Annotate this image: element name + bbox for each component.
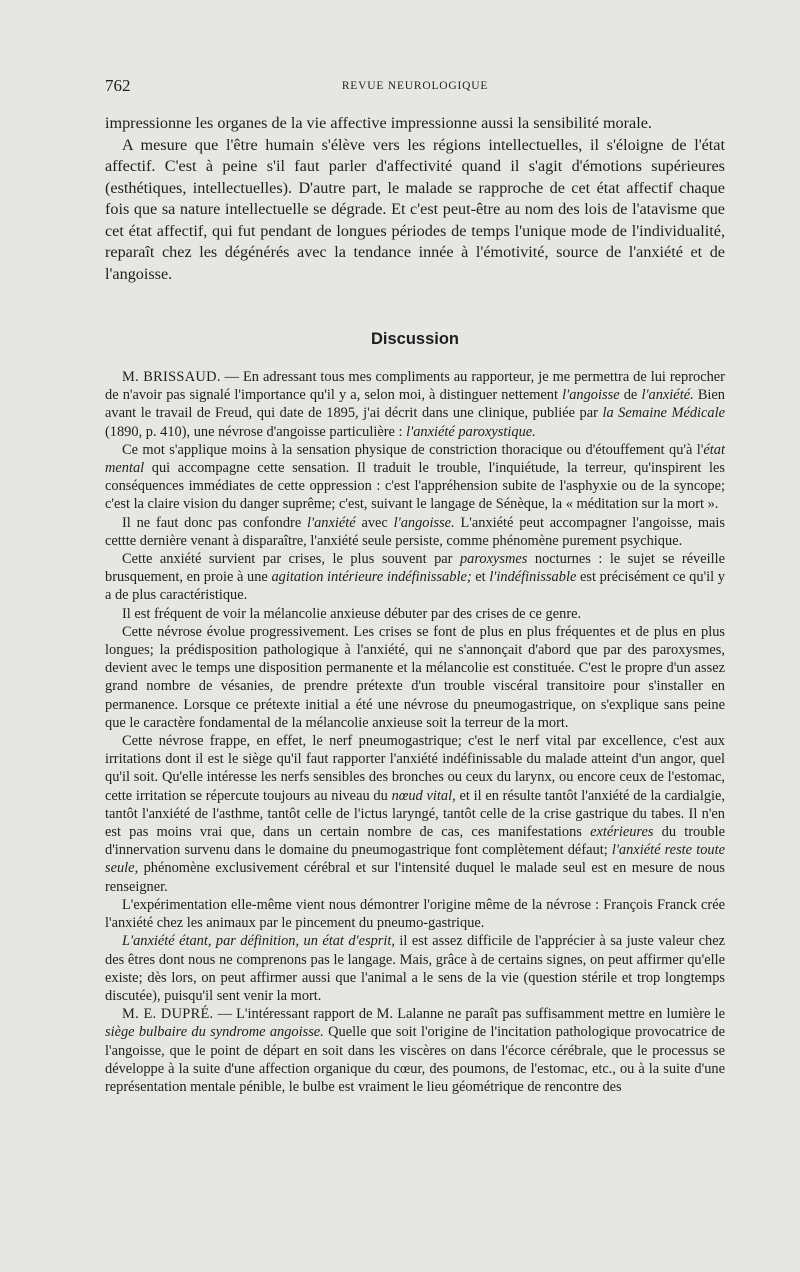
paragraph-brissaud <box>105 368 725 441</box>
text-run: il est assez difficile de l'apprécier à sa juste valeur chez des êtres dont nous ne comprenons pas le langage. Mais, grâce à de certains signes, on peut affirmer qu'elle existe; dès lors, on peut affirmer aussi que l'animal a le sens de la vie (question stérile et trop longtemps discutée), puisqu'il sent venir la mort. <box>105 933 725 1004</box>
italic-run: l'anxiété <box>307 514 356 531</box>
italic-run: paroxysmes <box>459 551 528 568</box>
italic-run: l'anxiété. <box>641 387 694 404</box>
italic-run: l'anxiété reste toute seule, <box>105 842 725 877</box>
italic-run: état mental <box>105 441 725 477</box>
italic-run: siège bulbaire du syndrome angoisse. <box>105 1024 324 1041</box>
paragraph-dupre <box>105 1005 725 1096</box>
speaker-name: M. BRISSAUD. <box>122 369 221 385</box>
text-run: Cette névrose frappe, en effet, le nerf pneumogastrique; c'est le nerf vital par excellence, c'est aux irritations dont il est le siège qu'il faut rapporter l'anxiété indéfinissable du malade atteint d'un angor, quel qu'il soit. Qu'elle intéresse les nerfs sensibles des bronches ou ceux du larynx, ou encore ceux de l'estomac, cette irritation se répercute toujours au niveau du <box>105 733 725 804</box>
text-run: nocturnes : le sujet se réveille brusquement, en proie à une <box>105 551 725 586</box>
paragraph <box>105 441 725 514</box>
text-run: avec <box>355 514 394 531</box>
page-number: 762 <box>105 76 131 95</box>
discussion-text <box>105 368 725 1096</box>
text-run: — En adressant tous mes compliments au rapporteur, je me permettra de lui reprocher de n'avoir pas signalé l'importance qu'il y a, selon moi, à distinguer nettement <box>105 369 725 404</box>
text-run: est précisément ce qu'il y a de plus caractéristique. <box>105 569 725 604</box>
text-run: Bien avant le travail de Freud, qui date de 1895, j'ai décrit dans une clinique, publiée par <box>105 387 725 422</box>
text-run: — L'intéressant rapport de M. Lalanne ne paraît pas suffisamment mettre en lumière le <box>213 1006 725 1023</box>
paragraph <box>105 732 725 896</box>
italic-run: l'anxiété paroxystique. <box>406 423 536 440</box>
running-title: REVUE NEUROLOGIQUE <box>341 80 489 92</box>
text-run: de <box>619 387 642 404</box>
text-run: qui accompagne cette sensation. Il traduit le trouble, l'inquiétude, la terreur, qu'inspirent les conséquences immédiates de cette oppression : c'est l'appréhension subite de l'asphyxie ou de la syncope; c'est la claire vision du danger suprême; c'est, suivant le langage de Sénèque, la « méditation sur la mort ». <box>105 460 725 513</box>
text-run: Quelle que soit l'origine de l'incitation pathologique provocatrice de l'angoisse, que le point de départ en soit dans les viscères on dans l'écorce cérébrale, que le processus se développe à la suite d'une affection organique du cœur, des poumons, de l'estomac, etc., ou à la suite d'une représentation mentale pénible, le bulbe est vraiment le lieu géométrique de rencontre des <box>105 1024 725 1095</box>
paragraph: Il est fréquent de voir la mélancolie anxieuse débuter par des crises de ce genre. <box>122 605 582 622</box>
paragraph: Cette névrose évolue progressivement. Les crises se font de plus en plus fréquentes et de plus en plus longues; la prédisposition pathologique à l'anxiété, qui ne s'annonçait d'abord que par des paroxysmes, devient avec le temps une disposition permanente et la mélancolie est constituée. C'est le propre d'un assez grand nombre de vésanies, de prendre prétexte d'un trouble viscéral transitoire pour s'installer en permanence. Lorsque ce prétexte initial a été une névrose du pneumogastrique, on s'explique sans peine que le caractère fondamental de la mélancolie anxieuse soit la terreur de la mort. <box>105 623 725 731</box>
text-run: Cette anxiété survient par crises, le plus souvent par <box>122 551 460 568</box>
paragraph <box>105 514 725 550</box>
text-run: L'anxiété peut accompagner l'angoisse, mais cettte dernière venant à disparaître, l'anxiété seule persiste, comme phénomène purement psychique. <box>105 514 726 549</box>
italic-run: nœud vital, <box>391 787 456 804</box>
intro-text <box>105 113 725 285</box>
italic-run: L'anxiété étant, par définition, un état d'esprit, <box>122 933 395 950</box>
italic-run: l'angoisse. <box>393 514 455 531</box>
paragraph: A mesure que l'être humain s'élève vers les régions intellectuelles, il s'éloigne de l'état affectif. C'est à peine s'il faut parler d'affectivité quand il s'agit d'émotions supérieures (esthétiques, intellectuelles). D'autre part, le malade se rapproche de cet état affectif chaque fois que sa nature intellectuelle se dégrade. Et c'est peut-être au nom des lois de l'atavisme que cet état affectif, qui fut pendant de longues périodes de temps l'unique mode de l'individualité, reparaît chez les dégénérés avec la tendance innée à l'émotivité, source de l'anxiété et de l'angoisse. <box>105 135 725 283</box>
text-run: (1890, p. 410), une névrose d'angoisse particulière : <box>105 423 407 440</box>
speaker-name: M. E. DUPRÉ. <box>122 1006 214 1023</box>
italic-run: l'angoisse <box>562 387 620 404</box>
text-run: du trouble d'innervation survenu dans le domaine du pneumogastrique font complètement défaut; <box>105 824 725 859</box>
paragraph <box>105 932 725 1005</box>
italic-run: la Semaine Médicale <box>602 405 725 422</box>
paragraph: impressionne les organes de la vie affective impressionne aussi la sensibilité morale. <box>105 114 652 132</box>
section-heading: Discussion <box>370 330 460 348</box>
text-run: Ce mot s'applique moins à la sensation physique de constriction thoracique ou d'étouffement qu'à l' <box>122 441 704 458</box>
page-header <box>105 76 725 98</box>
italic-run: extérieures <box>590 824 654 841</box>
text-run: et <box>471 569 490 586</box>
text-run: et il en résulte tantôt l'anxiété de la cardialgie, tantôt l'anxiété de l'asthme, tantôt celle de l'ictus laryngé, tantôt celle de la crise gastrique du tabes. Il n'en est pas moins vrai que, dans un certain nombre de cas, ces manifestations <box>105 787 725 841</box>
paragraph: L'expérimentation elle-même vient nous démontrer l'origine même de la névrose : François Franck crée l'anxiété chez les animaux par le pincement du pneumo-gastrique. <box>105 896 725 932</box>
text-run: Il ne faut donc pas confondre <box>122 514 308 531</box>
italic-run: l'indéfinissable <box>489 569 577 586</box>
text-run: phénomène exclusivement cérébral et sur l'intensité duquel le malade seul est en mesure de nous renseigner. <box>105 860 725 895</box>
paragraph <box>105 550 725 605</box>
italic-run: agitation intérieure indéfinissable; <box>271 569 472 586</box>
